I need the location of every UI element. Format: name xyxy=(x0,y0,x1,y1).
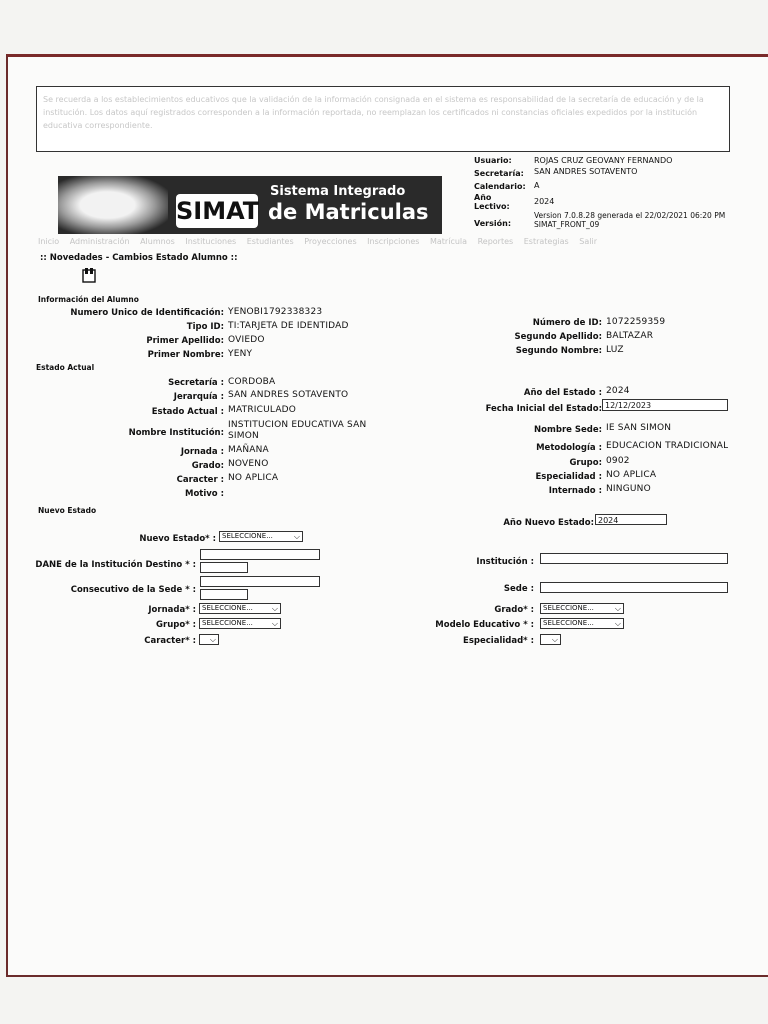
nn-jornada-label: Jornada* : xyxy=(148,605,196,615)
consecutivo-input[interactable] xyxy=(200,576,320,587)
nn-grado-select-value: SELECCIONE... xyxy=(543,604,594,612)
menu-item-inscripciones[interactable]: Inscripciones xyxy=(367,237,420,246)
menu-item-salir[interactable]: Salir xyxy=(579,237,597,246)
section-estado-actual: Estado Actual xyxy=(36,363,95,372)
chevron-down-icon: ⌵ xyxy=(551,635,558,644)
calendario-label: Calendario: xyxy=(474,182,526,191)
logo-line-2: de Matriculas xyxy=(268,200,429,224)
nn-caracter-select[interactable] xyxy=(199,634,219,645)
tipo-id-label: Tipo ID: xyxy=(186,322,224,332)
ea-secretaria-label: Secretaría : xyxy=(168,378,224,388)
ea-jornada-label: Jornada : xyxy=(180,447,224,457)
segundo-apellido-label: Segundo Apellido: xyxy=(514,332,602,342)
ea-estado-value: MATRICULADO xyxy=(228,405,297,415)
nn-grado-select[interactable] xyxy=(540,603,624,614)
ano-lectivo-value: 2024 xyxy=(534,197,555,206)
ea-jornada-value: MAÑANA xyxy=(228,445,269,455)
calendario-value: A xyxy=(534,181,540,190)
nn-modelo-label: Modelo Educativo * : xyxy=(435,620,534,630)
usuario-label: Usuario: xyxy=(474,156,512,165)
nn-sede-input[interactable] xyxy=(540,582,728,593)
menu-item-reportes[interactable]: Reportes xyxy=(477,237,514,246)
section-nuevo-estado: Nuevo Estado xyxy=(38,506,97,515)
ea-motivo-label: Motivo : xyxy=(184,489,224,499)
ea-sede-label: Nombre Sede: xyxy=(534,425,602,435)
chevron-down-icon: ⌵ xyxy=(209,635,216,644)
ea-jerarquia-label: Jerarquía : xyxy=(173,392,224,402)
ea-ano-estado-value: 2024 xyxy=(606,386,630,396)
nui-value: YENOBI1792338323 xyxy=(228,307,323,317)
ea-institucion-value-l2: SIMON xyxy=(228,431,259,441)
ea-grupo-label: Grupo: xyxy=(569,458,602,468)
nn-grupo-select-value: SELECCIONE... xyxy=(202,619,253,627)
nn-jornada-select-value: SELECCIONE... xyxy=(202,604,253,612)
menu-item-inicio[interactable]: Inicio xyxy=(38,237,60,246)
ea-estado-label: Estado Actual : xyxy=(151,407,224,417)
ea-especialidad-label: Especialidad : xyxy=(535,472,602,482)
version-label: Versión: xyxy=(474,219,512,228)
ea-jerarquia-value: SAN ANDRES SOTAVENTO xyxy=(228,390,349,400)
nn-grupo-label: Grupo* : xyxy=(156,620,196,630)
ea-institucion-value-l1: INSTITUCION EDUCATIVA SAN xyxy=(228,420,367,430)
fecha-inicial-input[interactable]: 12/12/2023 xyxy=(602,399,728,411)
nui-label: Numero Unico de Identificación: xyxy=(70,308,224,318)
tipo-id-value: TI:TARJETA DE IDENTIDAD xyxy=(228,321,349,331)
menu-item-estrategias[interactable]: Estrategias xyxy=(523,237,569,246)
ea-fecha-label: Fecha Inicial del Estado: xyxy=(485,404,602,414)
ea-institucion-label: Nombre Institución: xyxy=(128,428,224,438)
nn-modelo-select-value: SELECCIONE... xyxy=(543,619,594,627)
ea-especialidad-value: NO APLICA xyxy=(606,470,657,480)
segundo-apellido-value: BALTAZAR xyxy=(606,331,654,341)
ea-internado-label: Internado : xyxy=(548,486,602,496)
logo-line-1: Sistema Integrado xyxy=(270,184,406,199)
chevron-down-icon: ⌵ xyxy=(614,619,621,628)
ea-grupo-value: 0902 xyxy=(606,456,630,466)
menu-item-proyecciones[interactable]: Proyecciones xyxy=(304,237,357,246)
ea-metodologia-label: Metodología : xyxy=(536,443,602,453)
ea-caracter-value: NO APLICA xyxy=(228,473,279,483)
dane-label: DANE de la Institución Destino * : xyxy=(35,560,196,570)
simat-logo xyxy=(58,176,442,234)
ano-nuevo-estado-label: Año Nuevo Estado: xyxy=(503,518,594,528)
ea-sede-value: IE SAN SIMON xyxy=(606,423,672,433)
page-title: :: Novedades - Cambios Estado Alumno :: xyxy=(40,253,238,263)
student-photo-graphic xyxy=(58,176,168,234)
numero-id-value: 1072259359 xyxy=(606,317,666,327)
consecutivo-label: Consecutivo de la Sede * : xyxy=(70,585,196,595)
dane-input[interactable] xyxy=(200,549,320,560)
numero-id-label: Número de ID: xyxy=(532,318,602,328)
notice-text: Se recuerda a los establecimientos educativos que la validación de la información consignada en el sistema es responsabilidad de la secretaría de educación y de la institución. Los datos aquí registrados corresponden a la información reportada, no reemplazan los certificados ni constancias oficiales expedidos por la institución educativa correspondiente. xyxy=(43,95,704,130)
chevron-down-icon: ⌵ xyxy=(293,532,300,541)
menu-item-instituciones[interactable]: Instituciones xyxy=(185,237,237,246)
simat-brand: SIMAT xyxy=(176,194,258,228)
ea-grado-value: NOVENO xyxy=(228,459,269,469)
nn-institucion-input[interactable] xyxy=(540,553,728,564)
nuevo-estado-label: Nuevo Estado* : xyxy=(139,534,216,544)
ano-lectivo-label: Año Lectivo: xyxy=(474,193,510,211)
main-menu xyxy=(38,237,728,249)
chevron-down-icon: ⌵ xyxy=(271,604,278,613)
nn-modelo-select[interactable] xyxy=(540,618,624,629)
secretaria-label: Secretaría: xyxy=(474,169,524,178)
ea-caracter-label: Caracter : xyxy=(176,475,224,485)
usuario-value: ROJAS CRUZ GEOVANY FERNANDO xyxy=(534,156,673,165)
primer-nombre-label: Primer Nombre: xyxy=(147,350,224,360)
primer-apellido-value: OVIEDO xyxy=(228,335,265,345)
menu-item-matricula[interactable]: Matrícula xyxy=(429,237,468,246)
nn-especialidad-select[interactable] xyxy=(540,634,561,645)
nn-especialidad-label: Especialidad* : xyxy=(463,636,534,646)
primer-apellido-label: Primer Apellido: xyxy=(146,336,224,346)
nuevo-estado-select[interactable] xyxy=(219,531,303,542)
menu-item-alumnos[interactable]: Alumnos xyxy=(140,237,175,246)
consecutivo-secondary-input[interactable] xyxy=(200,589,248,600)
primer-nombre-value: YENY xyxy=(228,349,253,359)
menu-item-administracion[interactable]: Administración xyxy=(69,237,130,246)
nn-grado-label: Grado* : xyxy=(494,605,534,615)
chevron-down-icon: ⌵ xyxy=(271,619,278,628)
nn-sede-label: Sede : xyxy=(503,584,534,594)
chevron-down-icon: ⌵ xyxy=(614,604,621,613)
secretaria-value: SAN ANDRES SOTAVENTO xyxy=(534,167,638,176)
segundo-nombre-label: Segundo Nombre: xyxy=(515,346,602,356)
ea-ano-estado-label: Año del Estado : xyxy=(523,388,602,398)
version-value: Version 7.0.8.28 generada el 22/02/2021 06:20 PM SIMAT_FRONT_09 xyxy=(534,211,726,229)
ea-metodologia-value: EDUCACION TRADICIONAL xyxy=(606,441,728,451)
nuevo-estado-select-value: SELECCIONE... xyxy=(222,532,273,540)
segundo-nombre-value: LUZ xyxy=(606,345,624,355)
nn-caracter-label: Caracter* : xyxy=(144,636,196,646)
document-icon[interactable] xyxy=(82,267,96,283)
menu-item-estudiantes[interactable]: Estudiantes xyxy=(246,237,294,246)
ea-internado-value: NINGUNO xyxy=(606,484,651,494)
nn-institucion-label: Institución : xyxy=(476,557,534,567)
ea-grado-label: Grado: xyxy=(191,461,224,471)
nn-jornada-select[interactable] xyxy=(199,603,281,614)
ano-nuevo-estado-input[interactable]: 2024 xyxy=(595,514,667,525)
dane-secondary-input[interactable] xyxy=(200,562,248,573)
section-info-alumno: Información del Alumno xyxy=(38,295,139,304)
notice-banner xyxy=(36,86,730,152)
ea-secretaria-value: CORDOBA xyxy=(228,377,276,387)
nn-grupo-select[interactable] xyxy=(199,618,281,629)
